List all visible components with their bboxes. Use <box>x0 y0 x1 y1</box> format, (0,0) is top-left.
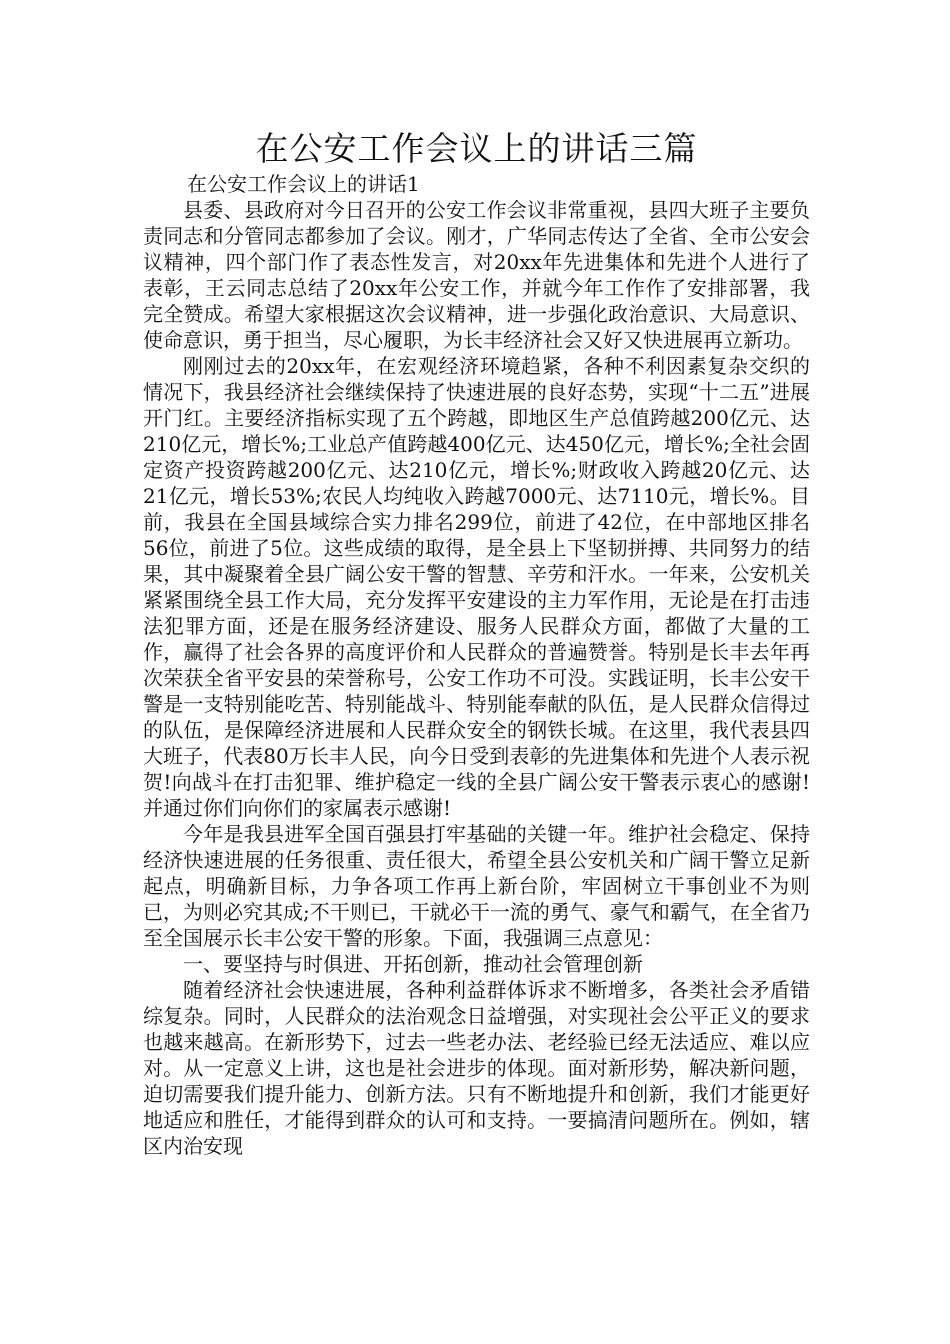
document-page <box>143 127 810 1159</box>
paragraph-opening: 县委、县政府对今日召开的公安工作会议非常重视，县四大班子主要负责同志和分管同志都参加了会议。刚才，广华同志传达了全省、全市公安会议精神，四个部门作了表态性发言，对20xx年先进集体和先进个人进行了表彰，王云同志总结了20xx年公安工作，并就今年工作作了安排部署，我完全赞成。希望大家根据这次会议精神，进一步强化政治意识、大局意识、使命意识，勇于担当，尽心履职，为长丰经济社会又好又快进展再立新功。 <box>143 198 810 352</box>
document-title: 在公安工作会议上的讲话三篇 <box>255 129 698 168</box>
paragraph-section-one: 随着经济社会快速进展，各种利益群体诉求不断增多，各类社会矛盾错综复杂。同时，人民群众的法治观念日益增强，对实现社会公平正义的要求也越来越高。在新形势下，过去一些老办法、老经验已经无法适应、难以应对。从一定意义上讲，这也是社会进步的体现。面对新形势，解决新问题，迫切需要我们提升能力、创新方法。只有不断地提升和创新，我们才能更好地适应和胜任，才能得到群众的认可和支持。一要搞清问题所在。例如，辖区内治安现 <box>143 978 810 1158</box>
paragraph-achievements: 刚刚过去的20xx年，在宏观经济环境趋紧，各种不利因素复杂交织的情况下，我县经济社会继续保持了快速进展的良好态势，实现“十二五”进展开门红。主要经济指标实现了五个跨越，即地区生产总值跨越200亿元、达210亿元，增长%;工业总产值跨越400亿元、达450亿元，增长%;全社会固定资产投资跨越200亿元、达210亿元，增长%;财政收入跨越20亿元、达21亿元，增长53%;农民人均纯收入跨越7000元、达7110元，增长%。目前，我县在全国县域综合实力排名299位，前进了42位，在中部地区排名56位，前进了5位。这些成绩的取得，是全县上下坚韧拼搏、共同努力的结果，其中凝聚着全县广阔公安干警的智慧、辛劳和汗水。一年来，公安机关紧紧围绕全县工作大局，充分发挥平安建设的主力军作用，无论是在打击违法犯罪方面，还是在服务经济建设、服务人民群众方面，都做了大量的工作，赢得了社会各界的高度评价和人民群众的普遍赞誉。特别是长丰去年再次荣获全省平安县的荣誉称号，公安工作功不可没。实践证明，长丰公安干警是一支特别能吃苦、特别能战斗、特别能奉献的队伍，是人民群众信得过的队伍，是保障经济进展和人民群众安全的钢铁长城。在这里，我代表县四大班子，代表80万长丰人民，向今日受到表彰的先进集体和先进个人表示祝贺!向战斗在打击犯罪、维护稳定一线的全县广阔公安干警表示衷心的感谢!并通过你们向你们的家属表示感谢! <box>143 354 810 820</box>
paragraph-this-year: 今年是我县进军全国百强县打牢基础的关键一年。维护社会稳定、保持经济快速进展的任务很重、责任很大，希望全县公安机关和广阔干警立足新起点，明确新目标，力争各项工作再上新台阶，牢固树立干事创业不为则已，为则必究其成;不干则已，干就必干一流的勇气、豪气和霸气，在全省乃至全国展示长丰公安干警的形象。下面，我强调三点意见： <box>143 822 810 950</box>
section-heading: 一、要坚持与时俱进、开拓创新，推动社会管理创新 <box>183 952 643 976</box>
speech-subtitle: 在公安工作会议上的讲话1 <box>187 172 420 196</box>
